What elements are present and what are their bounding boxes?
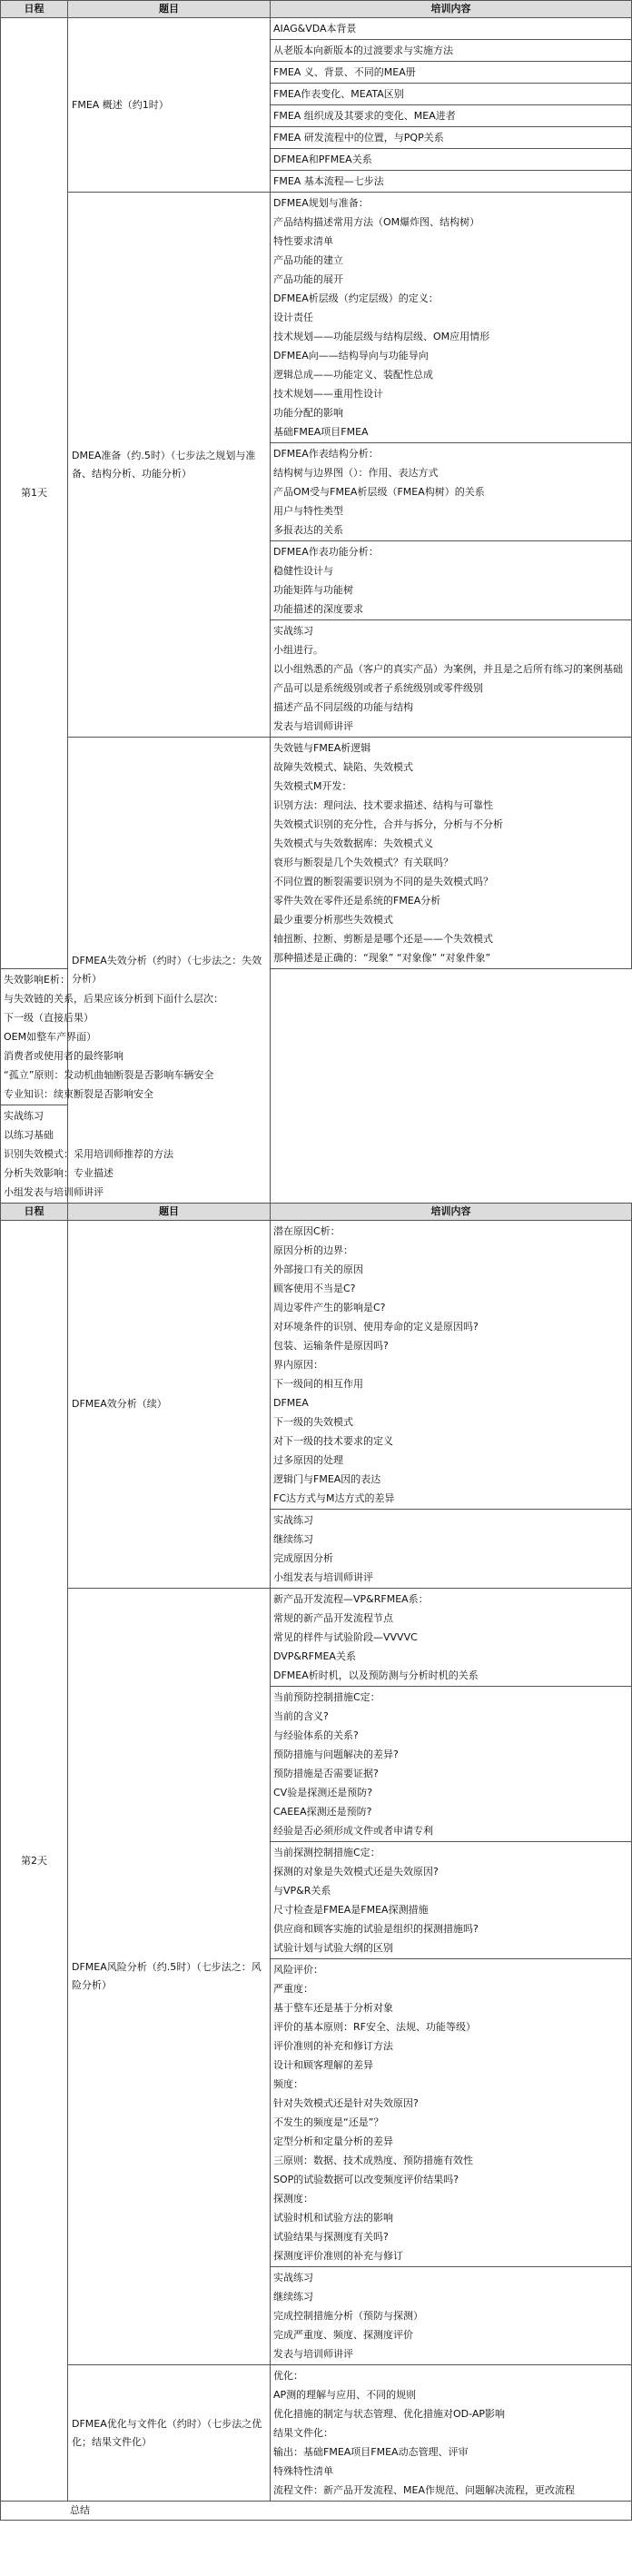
content-cell	[271, 62, 632, 84]
content-block	[271, 443, 632, 541]
content-line: 尺寸检查是FMEA是FMEA探测措施	[273, 1904, 429, 1916]
content-line: 试验计划与试验大纲的区别	[273, 1942, 393, 1954]
content-line: FMEA 组织成及其要求的变化、MEA进者	[273, 110, 456, 122]
content-line: 以小组熟悉的产品（客户的真实产品）为案例，并且是之后所有练习的案例基础	[273, 663, 623, 675]
content-line: 产品功能的展开	[273, 273, 343, 285]
content-line: FMEA 基本流程—七步法	[273, 175, 384, 187]
content-line: CAEEA探测还是预防?	[273, 1806, 372, 1818]
content-cell	[271, 149, 632, 171]
content-line: 小组发表与培训师讲评	[273, 1571, 373, 1583]
content-line: OEM如整车产界面）	[4, 1031, 97, 1043]
content-cell	[271, 84, 632, 105]
content-line: 技术规划——功能层级与结构层级、OM应用情形	[273, 331, 490, 342]
day2-topic1-title: DFMEA效分析（续）	[68, 1221, 271, 1589]
content-line: 继续练习	[273, 2291, 313, 2303]
content-line: 消费者或使用者的最终影响	[4, 1050, 123, 1062]
content-line: 试验结果与探测度有关吗?	[273, 2231, 389, 2243]
content-line: 继续练习	[273, 1533, 313, 1545]
content-line: 专业知识：续束断裂是否影响安全	[4, 1088, 153, 1100]
content-line: 预防措施是否需要证据?	[273, 1768, 379, 1779]
content-line: 完成控制措施分析（预防与探测）	[273, 2310, 423, 2322]
content-line: AIAG&VDA本背景	[273, 23, 357, 35]
content-block	[271, 1959, 632, 2267]
content-line: FMEA 研发流程中的位置，与PQP关系	[273, 132, 444, 144]
content-line: 评价准则的补充和修订方法	[273, 2040, 393, 2052]
content-line: 完成严重度、频度、探测度评价	[273, 2329, 413, 2341]
table-row	[1, 193, 632, 443]
content-line: DFMEA析时机，以及预防测与分析时机的关系	[273, 1669, 479, 1681]
content-block	[271, 193, 632, 443]
content-line: 风险评价：	[273, 1964, 323, 1976]
content-line: 基础FMEA项目FMEA	[273, 426, 369, 438]
content-line: 轴扭断、拉断、剪断是是哪个还是——个失效模式	[273, 933, 493, 945]
content-line: 输出：基础FMEA项目FMEA动态管理、评审	[273, 2446, 469, 2458]
content-line: 发表与培训师讲评	[273, 720, 353, 732]
content-line: CV验是探测还是预防?	[273, 1787, 373, 1798]
header-content: 培训内容	[271, 1, 632, 18]
content-line: FC达方式与M达方式的差异	[273, 1492, 395, 1504]
content-line: 分析失效影响：专业描述	[4, 1167, 114, 1179]
content-line: 完成原因分析	[273, 1552, 333, 1564]
content-line: 下一级的失效模式	[273, 1416, 353, 1428]
content-line: 新产品开发流程—VP&RFMEA系：	[273, 1593, 429, 1605]
content-line: 常规的新产品开发流程节点	[273, 1612, 393, 1624]
content-block	[271, 738, 632, 969]
table-row	[1, 738, 632, 969]
content-line: 逻辑门与FMEA因的表达	[273, 1473, 381, 1485]
content-block	[271, 1687, 632, 1842]
content-line: 结构树与边界图（）：作用、表达方式	[273, 467, 439, 479]
content-line: DFMEA作表功能分析：	[273, 546, 379, 558]
content-line: FMEA 义、背景、不同的MEA册	[273, 66, 416, 78]
content-line: 以练习基础	[4, 1129, 54, 1141]
content-block	[271, 1221, 632, 1510]
content-line: 不同位置的断裂需要识别为不同的是失效模式吗？	[273, 876, 493, 887]
content-line: 小组进行。	[273, 644, 323, 656]
content-line: 发表与培训师讲评	[273, 2348, 353, 2360]
day1-topic1-title: FMEA 概述（约1时）	[68, 18, 271, 193]
content-line: 功能分配的影响	[273, 407, 343, 419]
content-line: 失效链与FMEA析逻辑	[273, 742, 371, 754]
content-line: 经验是否必须形成文件或者申请专利	[273, 1825, 433, 1837]
content-line: 优化措施的制定与状态管理、优化措施对OD-AP影响	[273, 2408, 506, 2420]
content-line: SOP的试验数据可以改变频度评价结果吗?	[273, 2174, 459, 2185]
content-line: DVP&RFMEA关系	[273, 1650, 356, 1662]
content-line: 顾客使用不当是C?	[273, 1283, 356, 1294]
content-cell	[271, 171, 632, 193]
day2-label: 第2天	[1, 1221, 68, 2502]
content-line: 流程文件：新产品开发流程、MEA作规范、问题解决流程，更改流程	[273, 2484, 575, 2496]
table-header-row	[1, 1, 632, 18]
content-line: 外部接口有关的原因	[273, 1263, 363, 1275]
content-line: 与失效链的关系，后果应该分析到下面什么层次：	[4, 993, 223, 1005]
content-line: 评价的基本原则：RF安全、法规、功能等级）	[273, 2021, 476, 2033]
content-line: DFMEA规划与准备：	[273, 197, 369, 209]
table-row	[1, 1589, 632, 1687]
table-row	[1, 2365, 632, 2502]
content-line: 不发生的频度是“还是”？	[273, 2116, 384, 2128]
content-line: 最少重要分析那些失效模式	[273, 914, 393, 926]
content-line: 试验时机和试验方法的影响	[273, 2212, 393, 2224]
content-line: DFMEA	[273, 1397, 309, 1409]
content-block	[271, 1589, 632, 1687]
content-line: 失效模式与失效数据库：失效模式义	[273, 837, 433, 849]
content-line: 实战练习	[273, 625, 313, 637]
content-line: 特殊特性清单	[273, 2465, 333, 2477]
content-block	[271, 541, 632, 620]
content-line: 稳健性设计与	[273, 565, 333, 577]
content-line: 三原则：数据、技术成熟度、预防措施有效性	[273, 2155, 473, 2166]
content-line: DFMEA和PFMEA关系	[273, 154, 372, 165]
content-line: 基于整车还是基于分析对象	[273, 2002, 393, 2014]
content-block	[1, 969, 223, 1105]
content-block	[1, 1105, 173, 1204]
content-line: 当前探测控制措施C定：	[273, 1847, 380, 1858]
content-line: 用户与特性类型	[273, 505, 343, 517]
content-line: 衰形与断裂是几个失效模式？有关联吗？	[273, 857, 453, 868]
content-line: 针对失效模式还是针对失效原因?	[273, 2097, 419, 2109]
content-line: 潜在原因C析：	[273, 1225, 341, 1237]
summary-label: 总结	[1, 2502, 632, 2521]
content-line: 识别失效模式：采用培训师推荐的方法	[4, 1148, 173, 1160]
table-row	[1, 2502, 632, 2521]
content-cell	[271, 105, 632, 127]
content-line: 对环境条件的识别、使用寿命的定义是原因吗?	[273, 1321, 479, 1333]
content-line: FMEA作表变化、MEATA区别	[273, 88, 404, 100]
day2-topic2-title: DFMEA风险分析（约.5时）（七步法之：风险分析）	[68, 1589, 271, 2365]
content-line: 定型分析和定量分析的差异	[273, 2135, 393, 2147]
header-day: 日程	[1, 1204, 68, 1221]
content-line: AP测的理解与应用、不同的规则	[273, 2389, 417, 2401]
content-line: 探测的对象是失效模式还是失效原因?	[273, 1866, 439, 1878]
content-line: 预防措施与问题解决的差异?	[273, 1749, 399, 1760]
content-line: 周边零件产生的影响是C?	[273, 1302, 386, 1313]
content-cell	[271, 127, 632, 149]
table-row	[1, 18, 632, 40]
content-line: 严重度：	[273, 1983, 313, 1995]
content-line: 设计责任	[273, 312, 313, 323]
content-line: 对下一级的技术要求的定义	[273, 1435, 393, 1447]
header-content: 培训内容	[271, 1204, 632, 1221]
content-line: 那种描述是正确的：“现象” “对象像” “对象件象”	[273, 952, 491, 964]
content-line: 从老版本向新版本的过渡要求与实施方法	[273, 45, 453, 56]
content-block	[271, 1510, 632, 1589]
content-line: 与VP&R关系	[273, 1885, 331, 1897]
content-line: DFMEA作表结构分析：	[273, 448, 379, 460]
content-line: 频度：	[273, 2078, 303, 2090]
content-block	[271, 2365, 632, 2502]
content-cell	[271, 40, 632, 62]
content-line: 特性要求清单	[273, 235, 333, 247]
content-block	[271, 620, 632, 738]
day1-label: 第1天	[1, 18, 68, 969]
content-line: 下一级（直接后果）	[4, 1012, 94, 1024]
day2-topic3-title: DFMEA优化与文件化（约时）（七步法之优化；结果文件化）	[68, 2365, 271, 2502]
content-line: 设计和顾客理解的差异	[273, 2059, 373, 2071]
content-line: 当前的含义?	[273, 1710, 329, 1722]
header-topic: 题目	[68, 1, 271, 18]
content-cell	[271, 18, 632, 40]
header-day: 日程	[1, 1, 68, 18]
content-line: 多报表达的关系	[273, 524, 343, 536]
content-line: 识别方法：理问法、技术要求描述、结构与可靠性	[273, 799, 493, 811]
content-line: 失效模式识别的充分性，合并与拆分，分析与不分析	[273, 818, 503, 830]
content-line: 实战练习	[273, 2272, 313, 2284]
day1-topic2-title: DMEA准备（约.5时）（七步法之规划与准备、结构分析、功能分析）	[68, 193, 271, 738]
content-block	[271, 1842, 632, 1959]
content-line: 常见的样件与试验阶段—VVVVC	[273, 1631, 418, 1643]
content-line: 优化：	[273, 2370, 303, 2382]
table-row	[1, 1221, 632, 1510]
content-line: 产品可以是系统级别或者子系统级别或零件级别	[273, 682, 483, 694]
content-line: 产品OM受与FMEA析层级（FMEA构树）的关系	[273, 486, 485, 498]
content-line: 逻辑总成——功能定义、装配性总成	[273, 369, 433, 381]
content-line: 当前预防控制措施C定：	[273, 1691, 380, 1703]
content-line: 失效模式M开发：	[273, 780, 352, 792]
content-line: 结果文件化：	[273, 2427, 333, 2439]
content-line: DFMEA向——结构导向与功能导向	[273, 350, 429, 362]
content-line: 与经验体系的关系?	[273, 1729, 359, 1741]
content-line: “孤立”原则：发动机曲轴断裂是否影响车辆安全	[4, 1069, 214, 1081]
content-line: 功能矩阵与功能树	[273, 584, 353, 596]
content-line: 探测度：	[273, 2193, 313, 2204]
content-line: 下一级间的相互作用	[273, 1378, 363, 1390]
table-header-row	[1, 1204, 632, 1221]
content-line: 描述产品不同层级的功能与结构	[273, 701, 413, 713]
content-line: 实战练习	[4, 1110, 44, 1122]
header-topic: 题目	[68, 1204, 271, 1221]
content-line: 探测度评价准则的补充与修订	[273, 2250, 403, 2262]
content-line: 失效影响E析：	[4, 974, 70, 986]
content-line: 产品功能的建立	[273, 254, 343, 266]
content-line: 包装、运输条件是原因吗?	[273, 1340, 389, 1352]
content-line: 界内原因：	[273, 1359, 323, 1371]
day1-topic3-title: DFMEA失效分析（约时）（七步法之：失效分析）	[68, 738, 271, 1204]
content-line: 产品结构描述常用方法（OM爆炸图、结构树）	[273, 216, 480, 228]
content-line: 故障失效模式、缺陷、失效模式	[273, 761, 413, 773]
content-line: 功能描述的深度要求	[273, 603, 363, 615]
content-line: DFMEA析层级（约定层级）的定义：	[273, 292, 439, 304]
content-line: 实战练习	[273, 1514, 313, 1526]
content-line: 技术规划——重用性设计	[273, 388, 383, 400]
content-line: 过多原因的处理	[273, 1454, 343, 1466]
content-block	[271, 2267, 632, 2365]
content-line: 供应商和顾客实施的试验是组织的探测措施吗?	[273, 1923, 479, 1935]
content-line: 零件失效在零件还是系统的FMEA分析	[273, 895, 441, 907]
content-line: 原因分析的边界：	[273, 1244, 353, 1256]
content-line: 小组发表与培训师讲评	[4, 1186, 104, 1198]
